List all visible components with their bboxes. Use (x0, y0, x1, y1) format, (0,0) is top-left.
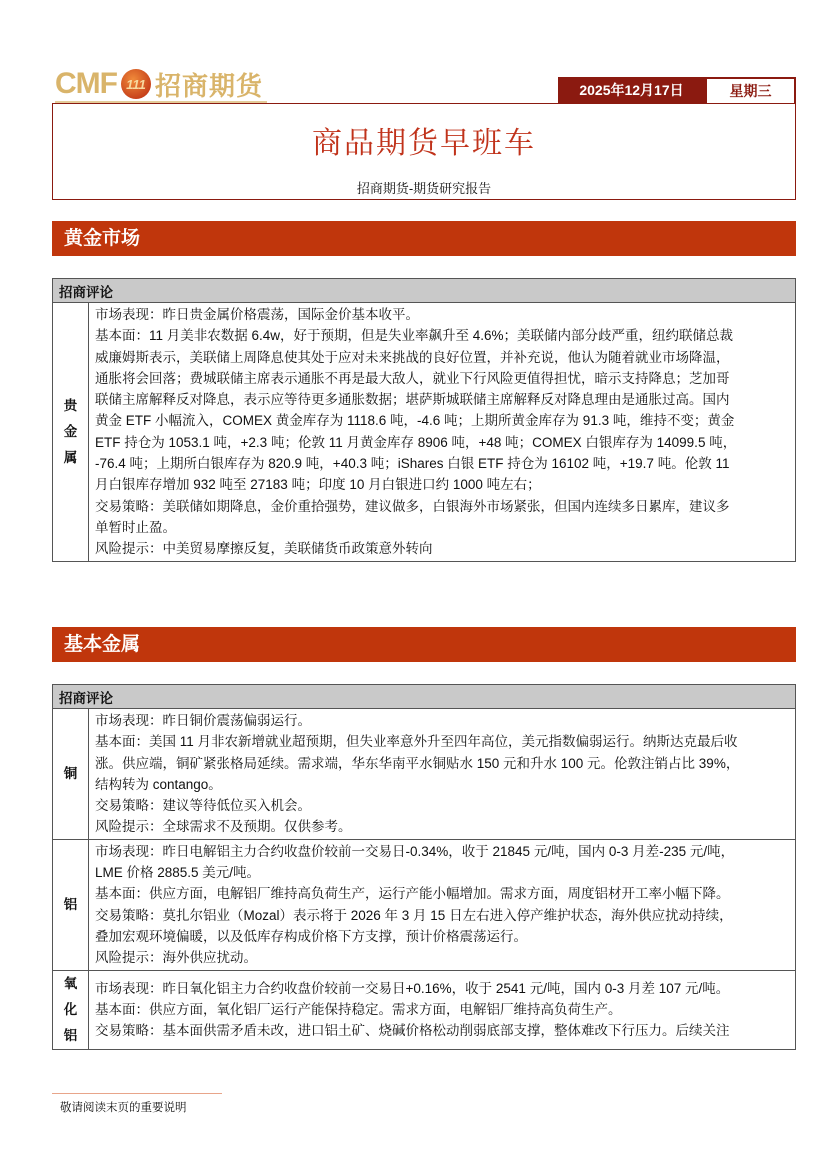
report-date: 2025年12月17日 (558, 77, 705, 103)
comment-line: 市场表现：昨日氧化铝主力合约收盘价较前一交易日+0.16%，收于 2541 元/吨，国内 0-3 月差 107 元/吨。 (95, 980, 730, 996)
logo-text: CMF (55, 67, 117, 100)
comment-line: -76.4 吨；上期所白银库存为 820.9 吨，+40.3 吨；iShares 白银 ETF 持仓为 16102 吨，+19.7 吨。伦敦 11 (95, 456, 730, 472)
table-header-row (53, 279, 796, 303)
table-header: 招商评论 (53, 685, 796, 709)
row-comment (89, 970, 796, 1049)
report-weekday: 星期三 (705, 77, 796, 103)
comment-line: ETF 持仓为 1053.1 吨，+2.3 吨；伦敦 11 月黄金库存 8906 吨，+48 吨；COMEX 白银库存为 14099.5 吨， (95, 434, 737, 450)
row-comment (89, 303, 796, 562)
comment-line: 风险提示：中美贸易摩擦反复，美联储货币政策意外转向 (95, 541, 433, 557)
table-row (53, 970, 796, 1049)
comment-line: 涨。供应端，铜矿紧张格局延续。需求端，华东华南平水铜贴水 150 元和升水 100 元。伦敦注销占比 39%， (95, 755, 740, 771)
table-row (53, 839, 796, 970)
row-label-char: 金 (63, 423, 78, 439)
row-label (53, 839, 89, 970)
table-header-row (53, 685, 796, 709)
row-label (53, 709, 89, 840)
comment-line: 月白银库存增加 932 吨至 27183 吨；印度 10 月白银进口约 1000 吨左右； (95, 477, 541, 493)
comment-line: 交易策略：基本面供需矛盾未改，进口铝土矿、烧碱价格松动削弱底部支撑，整体难改下行压力。后续关注 (95, 1023, 730, 1039)
comment-line: 通胀将会回落；费城联储主席表示通胀不再是最大敌人，就业下行风险更值得担忧，暗示支持降息；芝加哥 (95, 370, 730, 386)
comment-line: 叠加宏观环境偏暖，以及低库存构成价格下方支撑，预计价格震荡运行。 (95, 928, 527, 944)
row-comment (89, 839, 796, 970)
comment-line: 交易策略：美联储如期降息，金价重拾强势，建议做多，白银海外市场紧张，但国内连续多日累库，建议多 (95, 498, 730, 514)
comment-line: 联储主席解释反对降息，表示应等待更多通胀数据；堪萨斯城联储主席解释反对降息理由是通胀过高。国内 (95, 392, 730, 408)
page-subtitle: 招商期货-期货研究报告 (356, 181, 492, 196)
comment-line: 交易策略：建议等待低位买入机会。 (95, 798, 311, 814)
comment-line: 市场表现：昨日电解铝主力合约收盘价较前一交易日-0.34%，收于 21845 元/吨，国内 0-3 月差-235 元/吨， (95, 843, 735, 859)
base-metals-comment-table (52, 684, 796, 1050)
comment-line: 风险提示：海外供应扰动。 (95, 950, 257, 966)
row-label-char: 属 (63, 449, 78, 465)
row-label-char: 铝 (63, 1027, 78, 1043)
comment-line: 基本面：11 月美非农数据 6.4w，好于预期，但是失业率飙升至 4.6%；美联储内部分歧严重，纽约联储总裁 (95, 328, 734, 344)
row-label-char: 铝 (63, 896, 78, 912)
section-title-gold: 黄金市场 (52, 221, 796, 256)
comment-line: 交易策略：莫扎尔铝业（Mozal）表示将于 2026 年 3 月 15 日左右进入停产维护状态，海外供应扰动持续， (95, 907, 733, 923)
row-label (53, 303, 89, 562)
comment-line: 黄金 ETF 小幅流入，COMEX 黄金库存为 1118.6 吨，-4.6 吨；上期所黄金库存为 91.3 吨，维持不变；黄金 (95, 413, 735, 429)
comment-line: 市场表现：昨日铜价震荡偏弱运行。 (95, 713, 311, 728)
comment-line: 市场表现：昨日贵金属价格震荡，国际金价基本收平。 (95, 307, 419, 322)
comment-line: 威廉姆斯表示，美联储上周降息使其处于应对未来挑战的良好位置，并补充说，他认为随着就业市场降温， (95, 349, 730, 365)
row-comment (89, 709, 796, 840)
section-title-base-metals: 基本金属 (52, 627, 796, 662)
row-label (53, 970, 89, 1049)
table-row (53, 303, 796, 562)
comment-line: 基本面：美国 11 月非农新增就业超预期，但失业率意外升至四年高位，美元指数偏弱运行。纳斯达克最后收 (95, 734, 738, 750)
table-row (53, 709, 796, 840)
table-header: 招商评论 (53, 279, 796, 303)
comment-line: 结构转为 contango。 (95, 776, 222, 792)
title-box (52, 103, 796, 200)
comment-line: 风险提示：全球需求不及预期。仅供参考。 (95, 819, 352, 835)
row-label-char: 氧 (63, 975, 78, 991)
comment-line: 基本面：供应方面，电解铝厂维持高负荷生产，运行产能小幅增加。需求方面，周度铝材开工率小幅下降。 (95, 886, 730, 902)
gold-comment-table (52, 278, 796, 562)
footer-divider (52, 1093, 222, 1094)
comment-line: LME 价格 2885.5 美元/吨。 (95, 865, 261, 881)
logo-badge-icon: 111 (121, 69, 151, 99)
row-label-char: 铜 (63, 765, 78, 781)
row-label-char: 贵 (63, 397, 78, 413)
logo-cn-text: 招商期货 (154, 70, 263, 101)
page-title: 商品期货早班车 (312, 126, 536, 161)
comment-line: 单暂时止盈。 (95, 519, 176, 535)
footer-note: 敬请阅读末页的重要说明 (60, 1102, 187, 1114)
comment-line: 基本面：供应方面，氧化铝厂运行产能保持稳定。需求方面，电解铝厂维持高负荷生产。 (95, 1001, 622, 1017)
row-label-char: 化 (63, 1001, 78, 1017)
company-logo (55, 66, 263, 102)
